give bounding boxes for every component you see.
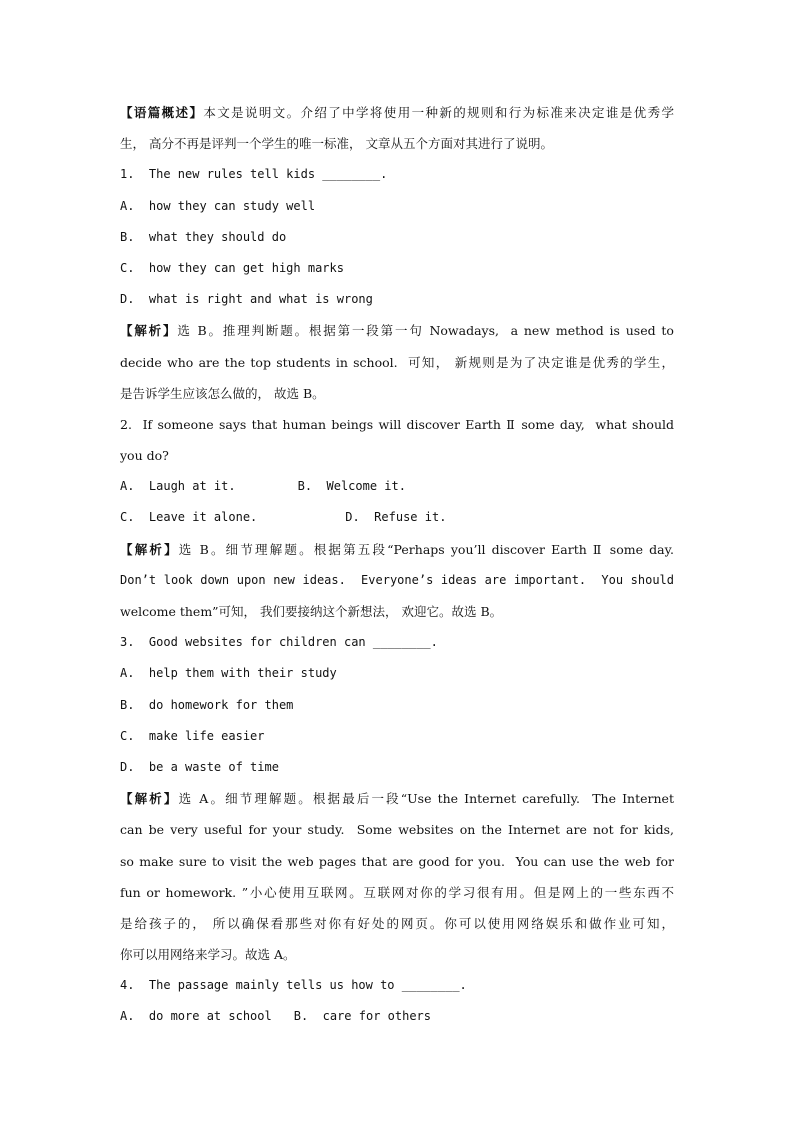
analysis-3-text-1: 选 A。细节理解题。根据最后一段“Use the Internet carefully. The Internet [178,791,674,807]
question-1-option-b: B. what they should do [120,229,287,244]
analysis-3-line-3: so make sure to visit the web pages that are good for you. You can use the web for [120,853,674,869]
analysis-1-line-3: 是告诉学生应该怎么做的， 故选 B。 [120,385,325,401]
question-2-stem-line-1: 2. If someone says that human beings will discover Earth Ⅱ some day, what should [120,416,674,432]
question-3-option-c: C. make life easier [120,728,265,743]
question-2-options-row-2 [120,502,674,533]
summary-line-2: 生， 高分不再是评判一个学生的唯一标准， 文章从五个方面对其进行了说明。 [120,136,553,152]
question-2-option-c: C. Leave it alone. [120,510,258,525]
analysis-3-line-6: 你可以用网络来学习。故选 A。 [120,947,296,963]
analysis-3-line-1 [120,783,674,814]
analysis-1-text-1: 选 B。推理判断题。根据第一段第一句 Nowadays, a new method is used to [177,323,674,339]
analysis-2-text-1: 选 B。细节理解题。根据第五段“Perhaps you’ll discover Earth Ⅱ some day. [178,541,674,557]
question-2-option-d: D. Refuse it. [345,510,447,525]
analysis-2-tag: 【 解析 】 [120,542,179,557]
question-1-stem: 1. The new rules tell kids ________. [120,167,388,182]
question-2-stem-line-2: you do? [120,448,169,464]
question-3-option-d: D. be a waste of time [120,759,279,774]
question-3-option-b: B. do homework for them [120,697,294,712]
question-4-options-row-1 [120,1001,674,1032]
question-2-option-a: A. Laugh at it. [120,479,236,494]
summary-text-1: 本文是说明文。介绍了中学将使用一种新的规则和行为标准来决定谁是优秀学 [203,105,674,120]
analysis-1-line-2: decide who are the top students in school. 可知， 新规则是为了决定谁是优秀的学生， [120,354,674,370]
question-3-option-a: A. help them with their study [120,666,337,681]
analysis-3-line-5: 是给孩子的， 所以确保看那些对你有好处的网页。你可以使用网络娱乐和做作业可知， [120,915,674,931]
question-4-option-b: B. care for others [293,1009,431,1024]
analysis-3-tag: 【 解析 】 [120,791,179,806]
analysis-2-line-1 [120,534,674,565]
analysis-2-line-3: welcome them”可知， 我们要接纳这个新想法， 欢迎它。故选 B。 [120,604,503,619]
analysis-3-line-2: can be very useful for your study. Some websites on the Internet are not for kids, [120,822,674,838]
question-1-option-c: C. how they can get high marks [120,260,344,275]
analysis-1-tag: 【 解析 】 [120,323,177,338]
question-4-option-a: A. do more at school [120,1009,272,1024]
document-body [120,97,674,1033]
question-2-options-row-1 [120,471,674,502]
analysis-2-line-2: Don’t look down upon new ideas. Everyone’s ideas are important. You should [120,572,674,587]
question-3-stem: 3. Good websites for children can ________. [120,635,438,650]
question-4-stem: 4. The passage mainly tells us how to ________. [120,978,467,993]
question-2-option-b: B. Welcome it. [297,479,406,494]
summary-line-1 [120,97,674,128]
analysis-3-line-4: fun or homework. ”小心使用互联网。互联网对你的学习很有用。但是网上的一些东西不 [120,884,674,900]
summary-tag: 【 语篇概述 】 [120,105,203,120]
question-1-option-a: A. how they can study well [120,198,316,213]
question-1-option-d: D. what is right and what is wrong [120,292,373,307]
analysis-1-line-1 [120,315,674,346]
